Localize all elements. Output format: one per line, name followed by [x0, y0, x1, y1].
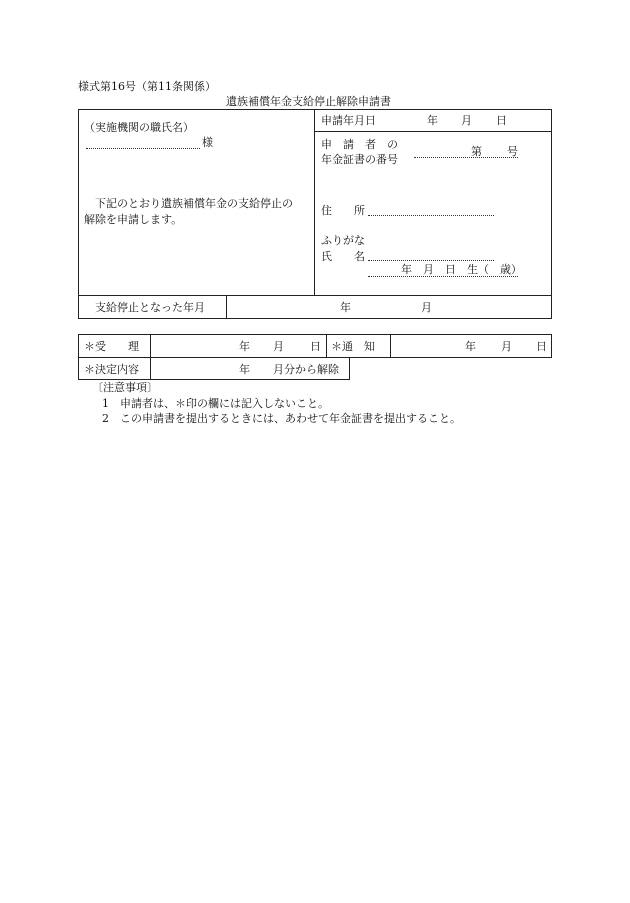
receipt-year: 年	[239, 340, 250, 353]
suspension-month: 月	[421, 301, 432, 314]
suspension-row-divider	[78, 295, 552, 296]
application-date-month: 月	[461, 114, 472, 127]
note-item-1: 1 申請者は、＊印の欄には記入しないこと。	[102, 397, 329, 410]
certificate-number-suffix: 号	[507, 145, 518, 158]
right-panel-divider	[314, 131, 552, 132]
form-number: 様式第16号（第11条関係）	[78, 80, 216, 93]
birth-date-line[interactable]	[368, 276, 518, 277]
column-divider	[314, 109, 315, 295]
name-label: 氏 名	[321, 250, 365, 263]
certificate-number-line[interactable]	[414, 157, 518, 158]
notice-label-divider	[390, 334, 391, 358]
receipt-month: 月	[273, 340, 284, 353]
suspension-year: 年	[340, 301, 351, 314]
application-date-label: 申請年月日	[321, 114, 376, 127]
certificate-number-prefix: 第	[471, 145, 482, 158]
decision-label: ＊決定内容	[84, 363, 139, 376]
application-date-day: 日	[496, 114, 507, 127]
receipt-label: ＊受 理	[84, 340, 139, 353]
addressee-label: （実施機関の職氏名）	[84, 121, 194, 134]
suspension-label-divider	[226, 295, 227, 319]
address-line[interactable]	[368, 215, 494, 216]
address-label: 住 所	[321, 204, 365, 217]
furigana-label: ふりがな	[321, 234, 365, 247]
notes-heading: 〔注意事項〕	[92, 381, 158, 394]
application-date-year: 年	[427, 114, 438, 127]
notice-label: ＊通 知	[331, 340, 375, 353]
birth-date-age: 年 月 日 生（ 歳）	[401, 263, 522, 276]
decision-text: 月分から解除	[273, 363, 339, 376]
receipt-day: 日	[310, 340, 321, 353]
suspension-month-label: 支給停止となった年月	[95, 301, 205, 314]
notice-year: 年	[465, 340, 476, 353]
applicant-cert-label-line1: 申 請 者 の	[321, 138, 398, 151]
decision-year: 年	[239, 363, 250, 376]
note-item-2: 2 この申請書を提出するときには、あわせて年金証書を提出すること。	[102, 412, 461, 425]
name-line[interactable]	[368, 260, 494, 261]
request-text-line2: 解除を申請します。	[84, 213, 183, 226]
notice-day: 日	[536, 340, 547, 353]
notice-month: 月	[501, 340, 512, 353]
applicant-cert-label-line2: 年金証書の番号	[321, 153, 398, 166]
honorific-sama: 様	[202, 136, 213, 149]
receipt-label-divider	[150, 334, 151, 380]
document-title: 遺族補償年金支給停止解除申請書	[226, 95, 391, 108]
receipt-notice-divider	[326, 334, 327, 358]
addressee-line[interactable]	[86, 148, 200, 149]
request-text-line1: 下記のとおり遺族補償年金の支給停止の	[95, 197, 293, 210]
